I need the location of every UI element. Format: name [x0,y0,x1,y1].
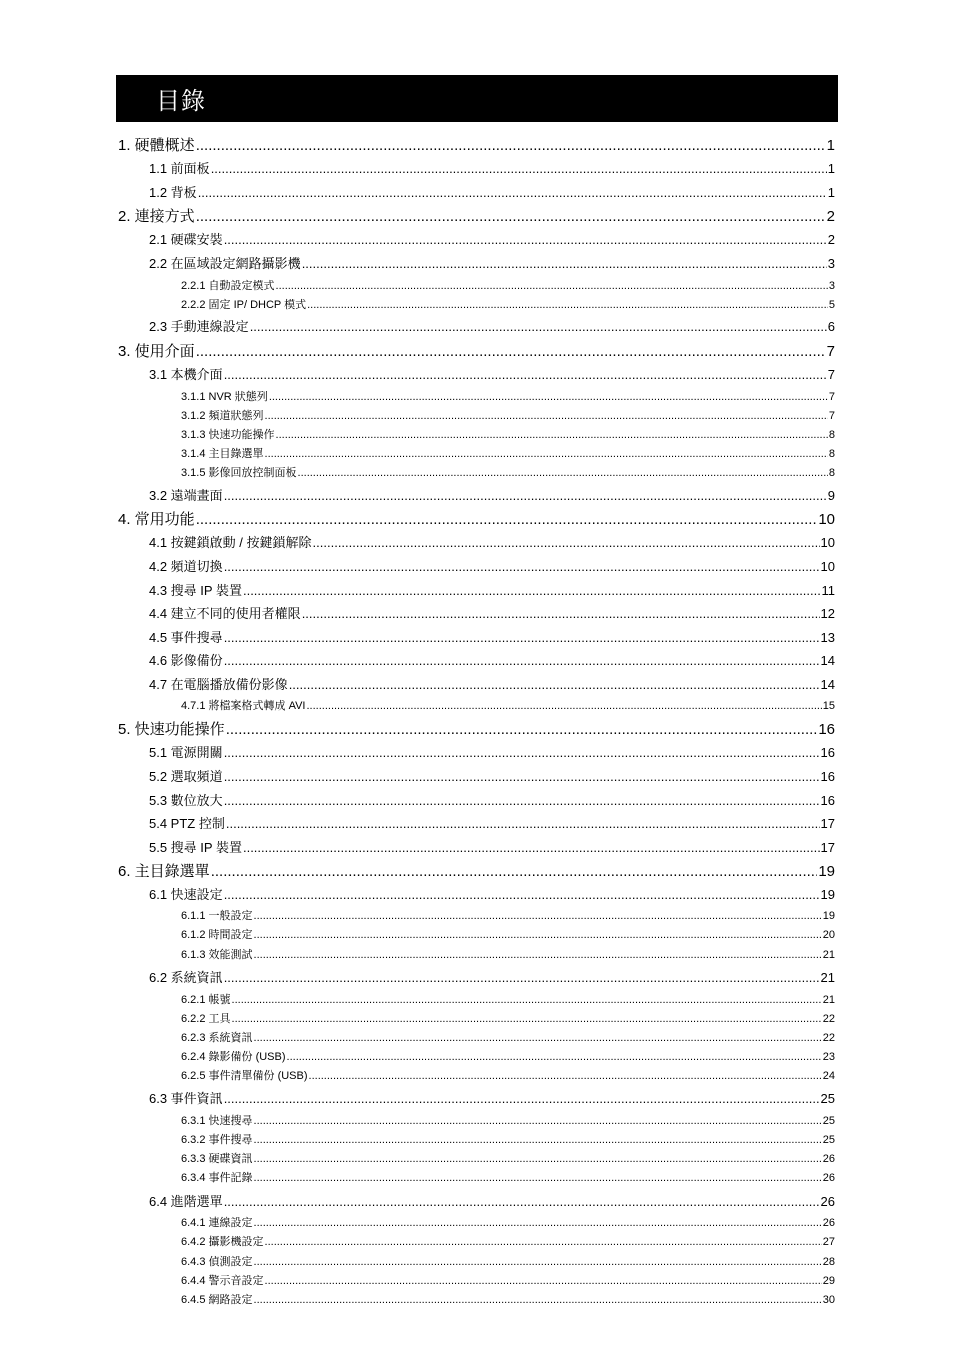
toc-entry[interactable] [181,911,835,922]
toc-entry-title: 2. 連接方式 [118,208,195,225]
toc-page-number: 7 [827,367,835,382]
dot-leader [265,411,828,422]
toc-entry[interactable] [118,138,835,153]
toc-entry[interactable] [181,300,835,311]
toc-page-number: 20 [822,929,835,941]
toc-page-number: 30 [822,1294,835,1306]
dot-leader [302,607,820,620]
toc-page-number: 8 [828,467,835,479]
toc-entry[interactable] [181,1295,835,1306]
toc-entry-title: 2.1 硬碟安裝 [149,232,223,247]
toc-entry-title: 2.2.2 固定 IP/ DHCP 模式 [181,299,307,311]
toc-entry-title: 4. 常用功能 [118,511,195,528]
toc-entry[interactable] [181,1276,835,1287]
toc-page-number: 25 [820,1091,835,1106]
toc-entry[interactable] [149,1195,835,1208]
dot-leader [224,631,820,644]
dot-leader [224,746,820,759]
dot-leader [243,841,820,854]
toc-entry[interactable] [181,1257,835,1268]
dot-leader [196,209,826,224]
toc-entry[interactable] [149,162,835,175]
toc-entry-title: 6.2.2 工具 [181,1013,231,1025]
toc-entry-title: 3.1.5 影像回放控制面板 [181,467,297,479]
toc-page-number: 7 [826,343,835,360]
toc-page-number: 26 [822,1172,835,1184]
toc-page-number: 3 [827,256,835,271]
toc-entry-title: 4.7.1 將檔案格式轉成 AVI [181,700,306,712]
toc-entry[interactable] [181,1135,835,1146]
toc-page-number: 16 [818,721,835,738]
dot-leader [254,1154,822,1165]
dot-leader [224,489,827,502]
toc-page-number: 17 [820,840,835,855]
toc-page-number: 23 [822,1051,835,1063]
toc-entry[interactable] [149,320,835,333]
toc-entry-title: 6.2.1 帳號 [181,994,231,1006]
toc-entry[interactable] [149,794,835,807]
dot-leader [254,1218,822,1229]
page-title: 目錄 [156,88,206,115]
dot-leader [265,449,828,460]
toc-entry[interactable] [118,722,835,737]
toc-entry[interactable] [118,864,835,879]
toc-page-number: 1 [827,185,835,200]
toc-entry-title: 6.1.2 時間設定 [181,929,253,941]
toc-entry[interactable] [149,817,835,830]
toc-entry[interactable] [181,392,835,403]
toc-entry[interactable] [149,888,835,901]
toc-page-number: 19 [818,863,835,880]
toc-entry[interactable] [181,468,835,479]
toc-entry-title: 2.2 在區域設定網路攝影機 [149,256,301,271]
dot-leader [276,281,828,292]
dot-leader [224,1092,820,1105]
toc-page-number: 25 [822,1115,835,1127]
toc-entry-title: 6.4.2 攝影機設定 [181,1236,264,1248]
dot-leader [226,722,818,737]
toc-entry[interactable] [149,631,835,644]
dot-leader [232,995,822,1006]
toc-entry[interactable] [181,1052,835,1063]
dot-leader [254,1257,822,1268]
toc-entry-title: 5.1 電源開關 [149,745,223,760]
dot-leader [289,678,820,691]
toc-entry-title: 6.1.3 效能測試 [181,949,253,961]
toc-entry[interactable] [149,841,835,854]
toc-page-number: 7 [828,391,835,403]
toc-entry-title: 5.3 數位放大 [149,793,223,808]
dot-leader [198,186,827,199]
toc-page-number: 16 [820,793,835,808]
dot-leader [254,930,822,941]
toc-page-number: 14 [820,653,835,668]
toc-entry-title: 2.3 手動連線設定 [149,319,249,334]
toc-entry-title: 4.7 在電腦播放備份影像 [149,677,288,692]
dot-leader [224,971,820,984]
toc-entry[interactable] [181,1071,835,1082]
dot-leader [309,1071,822,1082]
toc-entry-title: 6.2.5 事件清單備份 (USB) [181,1070,308,1082]
dot-leader [254,911,822,922]
dot-leader [224,794,820,807]
toc-entry[interactable] [149,607,835,620]
toc-page-number: 21 [820,970,835,985]
dot-leader [276,430,828,441]
toc-entry-title: 4.4 建立不同的使用者權限 [149,606,301,621]
dot-leader [265,1237,822,1248]
toc-page-number: 17 [820,816,835,831]
toc-entry-title: 6.4.3 偵測設定 [181,1256,253,1268]
toc-page-number: 7 [828,410,835,422]
toc-page-number: 28 [822,1256,835,1268]
dot-leader [224,654,820,667]
dot-leader [224,560,820,573]
dot-leader [287,1052,822,1063]
dot-leader [307,701,822,712]
toc-page-number: 26 [822,1153,835,1165]
toc-entry-title: 4.6 影像備份 [149,653,223,668]
toc-page-number: 24 [822,1070,835,1082]
toc-page-number: 16 [820,745,835,760]
toc-page-number: 29 [822,1275,835,1287]
dot-leader [224,770,820,783]
toc-entry[interactable] [149,584,835,597]
toc-entry-title: 6.2.3 系統資訊 [181,1032,253,1044]
toc-page-number: 14 [820,677,835,692]
toc-entry-title: 3. 使用介面 [118,343,195,360]
toc-page-number: 9 [827,488,835,503]
toc-entry-title: 1. 硬體概述 [118,137,195,154]
dot-leader [254,950,822,961]
toc-entry[interactable] [149,971,835,984]
toc-entry[interactable] [181,1033,835,1044]
toc-entry[interactable] [181,1237,835,1248]
toc-page-number: 11 [821,583,835,598]
toc-page-number: 8 [828,429,835,441]
dot-leader [243,584,821,597]
toc-title-bar [116,75,838,122]
toc-entry-title: 3.1.1 NVR 狀態列 [181,391,268,403]
toc-entry[interactable] [181,701,835,712]
toc-entry-title: 3.2 遠端畫面 [149,488,223,503]
toc-entry[interactable] [181,430,835,441]
toc-page-number: 10 [820,559,835,574]
toc-entry[interactable] [118,344,835,359]
toc-entry[interactable] [181,1014,835,1025]
toc-page-number: 10 [820,535,835,550]
toc-entry[interactable] [149,654,835,667]
toc-entry[interactable] [149,678,835,691]
toc-page-number: 25 [822,1134,835,1146]
toc-entry[interactable] [149,1092,835,1105]
toc-page-number: 5 [828,299,835,311]
toc-entry[interactable] [149,770,835,783]
toc-entry-title: 5. 快速功能操作 [118,721,225,738]
toc-entry[interactable] [181,281,835,292]
toc-page-number: 3 [828,280,835,292]
toc-entry-title: 6.2 系統資訊 [149,970,223,985]
dot-leader [232,1014,822,1025]
toc-entry[interactable] [118,512,835,527]
toc-entry-title: 4.1 按鍵鎖啟動 / 按鍵鎖解除 [149,535,312,550]
toc-entry-title: 5.5 搜尋 IP 裝置 [149,840,242,855]
toc-entry-title: 6.3.3 硬碟資訊 [181,1153,253,1165]
toc-entry-title: 6.1 快速設定 [149,887,223,902]
toc-entry[interactable] [181,449,835,460]
toc-entry-title: 6.3.2 事件搜尋 [181,1134,253,1146]
toc-entry-title: 6.4.1 連線設定 [181,1217,253,1229]
toc-page-number: 1 [826,137,835,154]
toc-entry-title: 6.4.5 網路設定 [181,1294,253,1306]
dot-leader [224,368,827,381]
dot-leader [269,392,828,403]
dot-leader [254,1295,822,1306]
toc-page-number: 16 [820,769,835,784]
toc-entry-title: 5.4 PTZ 控制 [149,816,225,831]
toc-page-number: 6 [827,319,835,334]
toc-entry-title: 4.3 搜尋 IP 裝置 [149,583,242,598]
toc-entry-title: 3.1 本機介面 [149,367,223,382]
toc-entry[interactable] [149,536,835,549]
toc-page-number: 15 [822,700,835,712]
toc-entry-title: 6. 主目錄選單 [118,863,210,880]
dot-leader [265,1276,822,1287]
dot-leader [254,1116,822,1127]
toc-page-number: 26 [822,1217,835,1229]
dot-leader [313,536,820,549]
toc-page-number: 2 [826,208,835,225]
toc-entry[interactable] [149,233,835,246]
toc-entry-title: 3.1.3 快速功能操作 [181,429,275,441]
toc-entry[interactable] [181,1116,835,1127]
toc-entry[interactable] [181,1173,835,1184]
toc-entry-title: 1.2 背板 [149,185,197,200]
toc-entry[interactable] [149,257,835,270]
dot-leader [250,320,827,333]
dot-leader [196,138,826,153]
toc-entry[interactable] [149,746,835,759]
dot-leader [254,1173,822,1184]
toc-page-number: 10 [818,511,835,528]
toc-entry[interactable] [149,489,835,502]
toc-entry-title: 2.2.1 自動設定模式 [181,280,275,292]
dot-leader [302,257,827,270]
dot-leader [224,1195,820,1208]
dot-leader [196,512,818,527]
toc-entry-title: 6.4 進階選單 [149,1194,223,1209]
toc-page-number: 27 [822,1236,835,1248]
dot-leader [254,1135,822,1146]
toc-page-number: 12 [820,606,835,621]
dot-leader [224,233,827,246]
toc-entry[interactable] [181,411,835,422]
toc-entry[interactable] [149,560,835,573]
toc-entry-title: 4.5 事件搜尋 [149,630,223,645]
toc-entry[interactable] [118,209,835,224]
toc-page-number: 22 [822,1032,835,1044]
toc-entry[interactable] [149,186,835,199]
toc-entry-title: 1.1 前面板 [149,161,210,176]
toc-page-number: 19 [820,887,835,902]
dot-leader [254,1033,822,1044]
toc-entry[interactable] [181,995,835,1006]
toc-entry[interactable] [181,950,835,961]
toc-page-number: 1 [827,161,835,176]
dot-leader [211,864,818,879]
toc-entry[interactable] [181,930,835,941]
toc-entry[interactable] [181,1218,835,1229]
toc-page-number: 2 [827,232,835,247]
toc-entry-title: 3.1.2 頻道狀態列 [181,410,264,422]
toc-page-number: 26 [820,1194,835,1209]
toc-entry-title: 6.3.1 快速搜尋 [181,1115,253,1127]
dot-leader [307,300,828,311]
dot-leader [196,344,826,359]
toc-entry-title: 6.4.4 警示音設定 [181,1275,264,1287]
dot-leader [211,162,827,175]
toc-page-number: 21 [822,949,835,961]
toc-page-number: 13 [820,630,835,645]
toc-page-number: 19 [822,910,835,922]
toc-entry-title: 5.2 選取頻道 [149,769,223,784]
dot-leader [226,817,820,830]
toc-page-number: 21 [822,994,835,1006]
toc-page-number: 8 [828,448,835,460]
toc-entry-title: 6.3.4 事件記錄 [181,1172,253,1184]
toc-entry-title: 6.2.4 錄影備份 (USB) [181,1051,286,1063]
toc-page-number: 22 [822,1013,835,1025]
toc-entry[interactable] [149,368,835,381]
dot-leader [298,468,828,479]
toc-entry-title: 4.2 頻道切換 [149,559,223,574]
toc-entry-title: 3.1.4 主目錄選單 [181,448,264,460]
toc-entry-title: 6.1.1 一般設定 [181,910,253,922]
toc-entry-title: 6.3 事件資訊 [149,1091,223,1106]
toc-entry[interactable] [181,1154,835,1165]
dot-leader [224,888,820,901]
